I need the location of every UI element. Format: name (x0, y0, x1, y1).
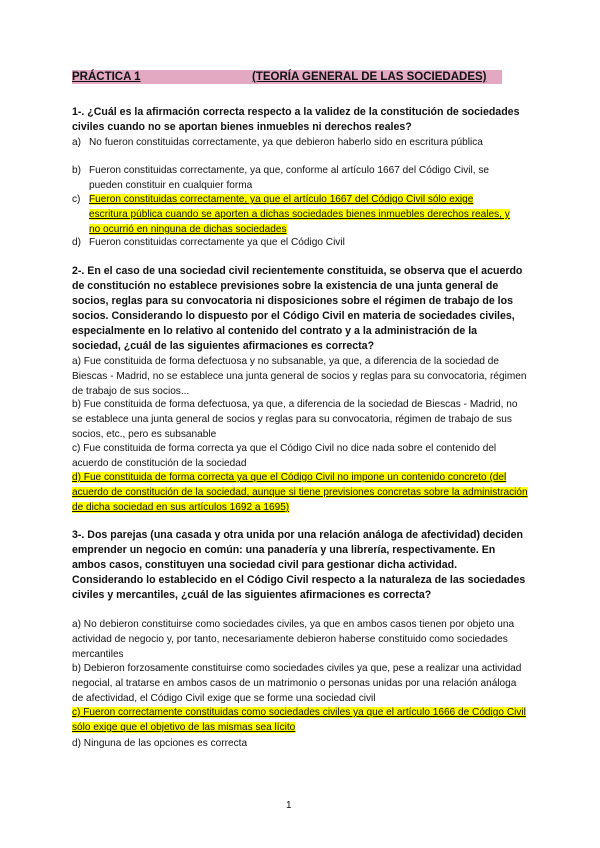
correct-answer-highlight: d) Fue constituida de forma correcta ya que el Código Civil no impone un contenido concreto (del acuerdo de constitución de la sociedad, aunque si tiene previsiones concretas sobre la administración de dicha sociedad en sus artículos 1692 a 1695) (72, 472, 528, 513)
question-3: 3-. Dos parejas (una casada y otra unida por una relación análoga de afectividad) deciden emprender un negocio en común: una panadería y una librería, respectivamente. En ambos casos, constituyen una sociedad civil para gestionar dicha actividad. Considerando lo establecido en el Código Civil respecto a la naturaleza de las sociedades civiles y mercantiles, ¿cuál de las siguientes afirmaciones es correcta? (72, 529, 526, 601)
q3-option-c-correct (72, 705, 528, 735)
q3-option-b: b) Debieron forzosamente constituirse como sociedades civiles ya que, pese a realizar una actividad negocial, al tratarse en ambos casos de un matrimonio o personas unidas por una relación análoga de afectividad, el Código Civil exige que se forme una sociedad civil (72, 663, 522, 704)
option-letter: d) (72, 237, 81, 248)
correct-answer-highlight: c) Fueron correctamente constituidas como sociedades civiles ya que el artículo 1666 de Código Civil sólo exige que el objetivo de las mismas sea lícito (72, 707, 526, 733)
question-2: 2-. En el caso de una sociedad civil recientemente constituida, se observa que el acuerdo de constitución no establece previsiones sobre la existencia de una junta general de socios, reglas para su convocatoria ni disposiciones sobre el régimen de trabajo de los socios. Considerando lo dispuesto por el Código Civil en materia de sociedades civiles, especialmente en lo relativo al contenido del contrato y a la administración de la sociedad, ¿cuál de las siguientes afirmaciones es correcta? (72, 265, 523, 352)
option-text: No fueron constituidas correctamente, ya que debieron haberlo sido en escritura pública (89, 137, 483, 148)
title-practice: PRÁCTICA 1 (72, 70, 242, 84)
q1-option-c-correct (72, 192, 514, 237)
q2-option-a: a) Fue constituida de forma defectuosa y no subsanable, ya que, a diferencia de la sociedad de Biescas - Madrid, no se establece una junta general de socios y reglas para su convocatoria, régimen de trabajo de sus socios... (72, 356, 527, 397)
option-letter: b) (72, 165, 81, 176)
q2-option-d-correct (72, 470, 528, 515)
q1-option-d (72, 235, 514, 250)
title-topic: (TEORÍA GENERAL DE LAS SOCIEDADES) (242, 70, 502, 84)
page-number: 1 (286, 800, 292, 811)
option-text: Fueron constituidas correctamente, ya que, conforme al artículo 1667 del Código Civil, se pueden constituir en cualquier forma (89, 165, 490, 191)
option-letter: c) (72, 194, 81, 205)
option-text: Fueron constituidas correctamente ya que el Código Civil (89, 237, 345, 248)
q1-option-b (72, 163, 514, 193)
document-title (72, 70, 502, 87)
correct-answer-highlight: Fueron constituidas correctamente, ya que el artículo 1667 del Código Civil sólo exige escritura pública cuando se aporten a dichas sociedades bienes inmuebles derechos reales, y no ocurrió en ninguna de dichas sociedades (89, 194, 510, 235)
q1-option-a (72, 135, 514, 150)
question-1: 1-. ¿Cuál es la afirmación correcta respecto a la validez de la constitución de sociedades civiles cuando no se aportan bienes inmuebles ni derechos reales? (72, 106, 520, 133)
q3-option-a: a) No debieron constituirse como sociedades civiles, ya que en ambos casos tienen por objeto una actividad de negocio y, por tanto, necesariamente debieron haberse constituido como sociedades mercantiles (72, 619, 515, 660)
q2-option-b: b) Fue constituida de forma defectuosa, ya que, a diferencia de la sociedad de Biescas - Madrid, no se establece una junta general de socios y reglas para su convocatoria, régimen de trabajo de sus socios, etc., pero es subsanable (72, 399, 518, 440)
option-letter: a) (72, 137, 81, 148)
q2-option-c: c) Fue constituida de forma correcta ya que el Código Civil no dice nada sobre el contenido del acuerdo de constitución de la sociedad (72, 443, 497, 469)
q3-option-d: d) Ninguna de las opciones es correcta (72, 738, 248, 749)
